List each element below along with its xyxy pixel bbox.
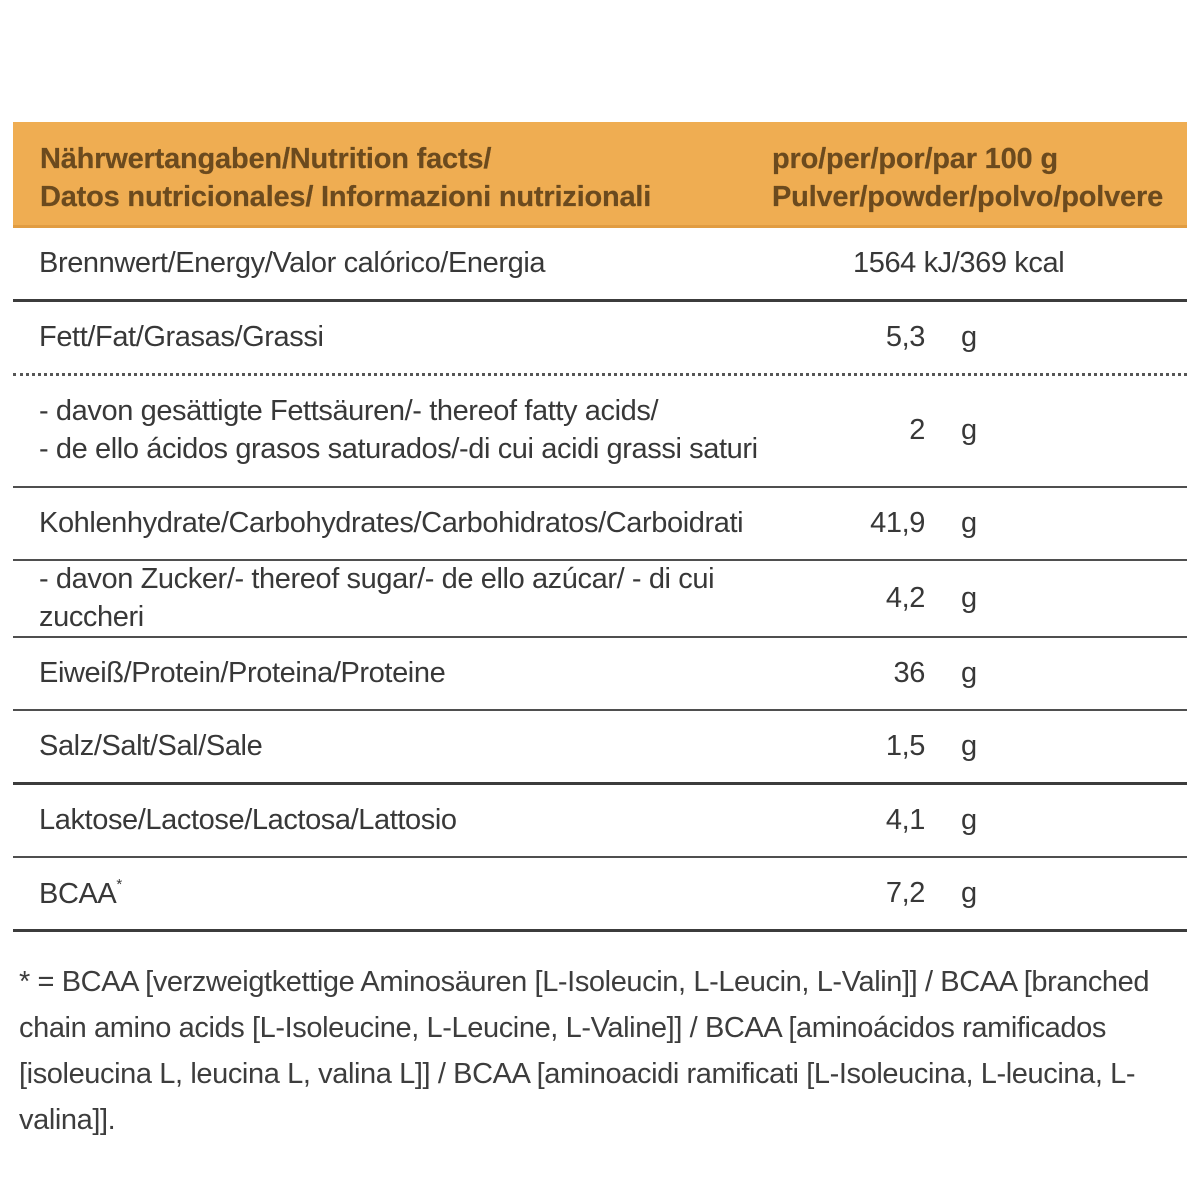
nutrient-label: - davon Zucker/- thereof sugar/- de ello azúcar/ - di cui zuccheri <box>39 563 715 633</box>
nutrient-label: Laktose/Lactose/Lactosa/Lattosio <box>39 804 457 837</box>
nutrient-unit: g <box>961 877 977 910</box>
nutrient-value: 41,9 <box>870 506 925 539</box>
nutrient-label: Fett/Fat/Grasas/Grassi <box>39 320 324 353</box>
nutrient-label: Salz/Salt/Sal/Sale <box>39 730 263 763</box>
table-row <box>13 302 1187 376</box>
nutrient-value: 1,5 <box>885 730 925 763</box>
nutrient-label: Brennwert/Energy/Valor calórico/Energia <box>39 246 546 279</box>
nutrient-label: Kohlenhydrate/Carbohydrates/Carbohidratos/Carboidrati <box>39 506 744 539</box>
header-serving-line2: Pulver/powder/polvo/polvere <box>771 180 1163 213</box>
nutrient-value: 1564 kJ/369 kcal <box>853 246 1065 279</box>
table-row <box>13 488 1187 561</box>
nutrient-value: 7,2 <box>885 877 925 910</box>
nutrition-table <box>13 228 1187 932</box>
nutrient-unit: g <box>961 414 977 447</box>
nutrient-unit: g <box>961 730 977 763</box>
table-row <box>13 785 1187 858</box>
nutrient-value: 4,2 <box>885 581 925 614</box>
nutrient-value: 5,3 <box>885 320 925 353</box>
header-title <box>40 141 651 215</box>
nutrient-label: - davon gesättigte Fettsäuren/- thereof fatty acids/ - de ello ácidos grasos saturados/-di cui acidi grassi saturi <box>39 395 758 465</box>
nutrient-value: 4,1 <box>885 804 925 837</box>
nutrient-label: BCAA* <box>39 875 123 910</box>
nutrient-label: Eiweiß/Protein/Proteina/Proteine <box>39 657 446 690</box>
nutrient-value: 2 <box>909 414 925 447</box>
table-row <box>13 376 1187 488</box>
nutrient-unit: g <box>961 657 977 690</box>
nutrient-unit: g <box>961 581 977 614</box>
table-row <box>13 228 1187 302</box>
nutrient-unit: g <box>961 804 977 837</box>
header-title-line2: Datos nutricionales/ Informazioni nutrizionali <box>40 180 652 213</box>
nutrient-unit: g <box>961 320 977 353</box>
header-title-line1: Nährwertangaben/Nutrition facts/ <box>40 143 492 176</box>
header-band <box>13 122 1187 228</box>
nutrient-value: 36 <box>893 657 925 690</box>
nutrient-unit: g <box>961 506 977 539</box>
table-row <box>13 638 1187 711</box>
table-row <box>13 858 1187 932</box>
footnote: * = BCAA [verzweigtkettige Aminosäuren [L-Isoleucin, L-Leucin, L-Valin]] / BCAA [branched chain amino acids [L-Isoleucine, L-Leucine, L-Valine]] / BCAA [aminoácidos ramificados [isoleucina L, leucina L, valina L]] / BCAA [aminoacidi ramificati [L-Isoleucina, L-leucina, L-valina]]. <box>19 966 1150 1136</box>
header-serving-line1: pro/per/por/par 100 g <box>771 143 1058 176</box>
header-serving-info <box>772 141 1163 215</box>
table-row <box>13 711 1187 785</box>
table-row <box>13 561 1187 638</box>
footnote-marker: * <box>116 875 123 893</box>
